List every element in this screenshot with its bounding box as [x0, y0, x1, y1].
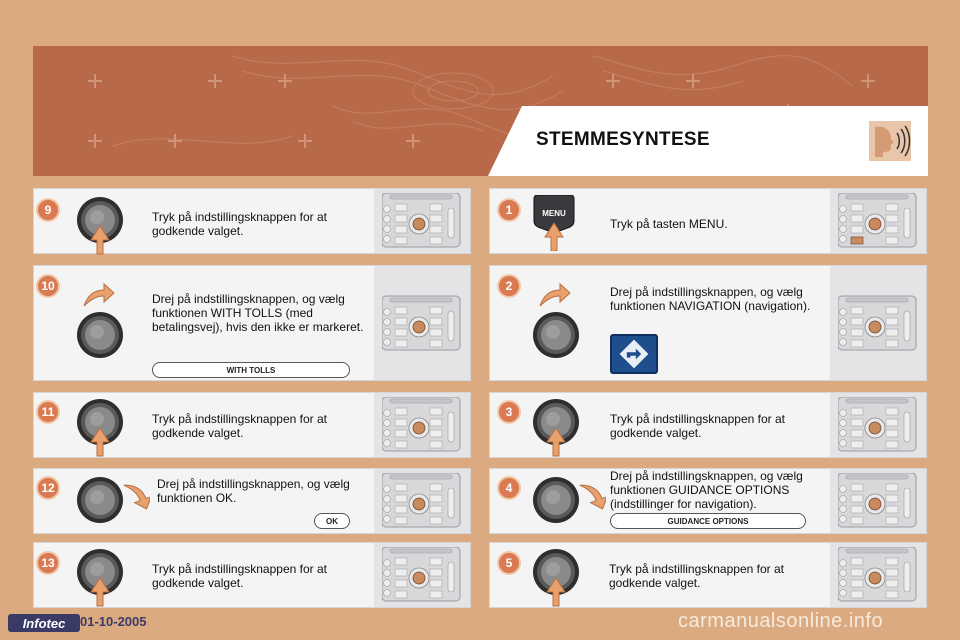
rotate-arrow-icon [82, 282, 116, 310]
menu-option-pill: WITH TOLLS [152, 362, 350, 378]
step-text: Tryk på indstillingsknappen for at godkende valget. [152, 562, 327, 590]
control-knob-icon [76, 196, 124, 256]
menu-option-pill: OK [314, 513, 350, 529]
step-number-badge: 9 [36, 198, 60, 222]
radio-panel [830, 189, 926, 253]
step-text: Tryk på indstillingsknappen for at godkende valget. [609, 562, 784, 590]
step-number-badge: 3 [497, 400, 521, 424]
control-knob-icon [532, 311, 580, 359]
control-knob-icon [76, 311, 124, 359]
control-knob-icon [76, 548, 124, 608]
radio-panel [374, 266, 470, 380]
rotate-arrow-icon [538, 282, 572, 310]
step-number-badge: 12 [36, 476, 60, 500]
radio-panel [374, 469, 470, 533]
step-text: Drej på indstillingsknappen, og vælg funktionen GUIDANCE OPTIONS (indstillinger for navigation). [610, 469, 803, 511]
navigation-icon [610, 334, 658, 374]
menu-button-label: MENU [542, 209, 566, 218]
infotec-logo: Infotec [8, 614, 80, 632]
control-knob-icon [532, 548, 580, 608]
control-knob-icon [76, 398, 124, 458]
step-number-badge: 2 [497, 274, 521, 298]
voice-synthesis-icon [869, 121, 911, 161]
step-number-badge: 4 [497, 476, 521, 500]
menu-button-icon [532, 195, 576, 251]
control-knob-icon [532, 398, 580, 458]
step-number-badge: 5 [497, 551, 521, 575]
menu-option-pill: GUIDANCE OPTIONS [610, 513, 806, 529]
radio-panel [830, 469, 926, 533]
radio-panel [374, 393, 470, 457]
radio-panel [374, 543, 470, 607]
step-text: Tryk på indstillingsknappen for at godkende valget. [610, 412, 785, 440]
rotate-arrow-icon [120, 478, 150, 512]
step-number-badge: 11 [36, 400, 60, 424]
step-number-badge: 1 [497, 198, 521, 222]
control-knob-icon [532, 476, 580, 524]
radio-panel [830, 266, 926, 380]
radio-panel [374, 189, 470, 253]
rotate-arrow-icon [576, 478, 606, 512]
radio-panel [830, 393, 926, 457]
page-title: STEMMESYNTESE [536, 129, 710, 150]
step-text: Tryk på indstillingsknappen for at godkende valget. [152, 412, 327, 440]
step-number-badge: 10 [36, 274, 60, 298]
control-knob-icon [76, 476, 124, 524]
step-number-badge: 13 [36, 551, 60, 575]
footer-date: 01-10-2005 [80, 614, 147, 629]
step-text: Tryk på indstillingsknappen for at godkende valget. [152, 210, 327, 238]
step-text: Drej på indstillingsknappen, og vælg funktionen WITH TOLLS (med betalingsvej), hvis den ikke er markeret. [152, 292, 364, 334]
watermark: carmanualsonline.info [678, 610, 884, 632]
step-text: Drej på indstillingsknappen, og vælg funktionen NAVIGATION (navigation). [610, 285, 811, 313]
radio-panel [830, 543, 926, 607]
step-text: Tryk på tasten MENU. [610, 217, 728, 231]
step-text: Drej på indstillingsknappen, og vælg funktionen OK. [157, 477, 350, 505]
